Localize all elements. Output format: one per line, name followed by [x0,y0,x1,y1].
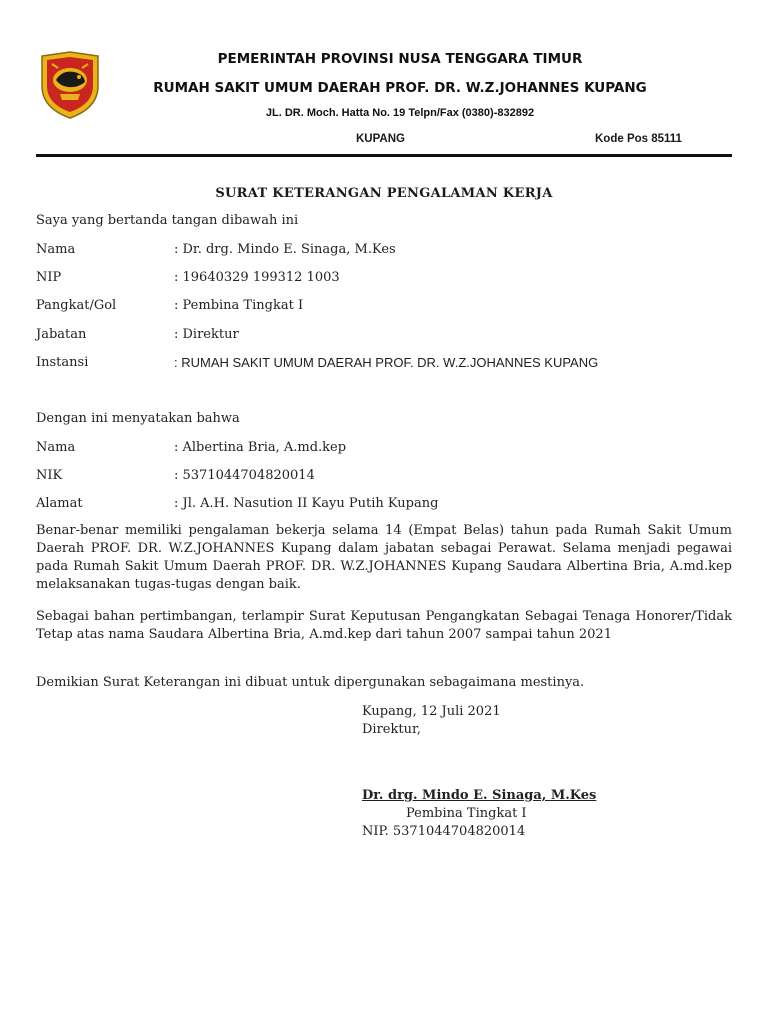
field-label: Alamat [36,496,83,511]
field-value: : Dr. drg. Mindo E. Sinaga, M.Kes [174,242,396,257]
field-value: : Direktur [174,327,239,342]
field-label: Nama [36,242,76,257]
header-city: KUPANG [356,133,405,145]
intro-text: Saya yang bertanda tangan dibawah ini [36,213,299,228]
field-label: NIP [36,270,62,285]
statement-text: Dengan ini menyatakan bahwa [36,411,240,426]
field-value: : Albertina Bria, A.md.kep [174,440,347,455]
ntt-province-emblem [38,50,102,120]
field-value: : RUMAH SAKIT UMUM DAERAH PROF. DR. W.Z.JOHANNES KUPANG [174,355,599,370]
paragraph-attachment: Sebagai bahan pertimbangan, terlampir Surat Keputusan Pengangkatan Sebagai Tenaga Honorer/Tidak Tetap atas nama Saudara Albertina Bria, A.md.kep dari tahun 2007 sampai tahun 2021 [36,609,732,642]
signature-place-date: Kupang, 12 Juli 2021 [362,704,501,719]
signature-nip: NIP. 5371044704820014 [362,824,526,839]
letter-title: SURAT KETERANGAN PENGALAMAN KERJA [215,186,553,201]
field-label: NIK [36,468,63,483]
field-label: Jabatan [36,327,87,342]
header-address: JL. DR. Moch. Hatta No. 19 Telpn/Fax (0380)-832892 [265,107,535,119]
field-value: : 19640329 199312 1003 [174,270,340,285]
field-label: Nama [36,440,76,455]
field-label: Pangkat/Gol [36,298,117,313]
header-postal-code: Kode Pos 85111 [595,133,682,145]
field-label: Instansi [36,355,89,370]
header-divider [36,154,732,157]
signature-position: Direktur, [362,722,421,737]
field-value: : Jl. A.H. Nasution II Kayu Putih Kupang [174,496,439,511]
header-hospital: RUMAH SAKIT UMUM DAERAH PROF. DR. W.Z.JOHANNES KUPANG [153,80,647,96]
field-value: : 5371044704820014 [174,468,315,483]
paragraph-experience: Benar-benar memiliki pengalaman bekerja selama 14 (Empat Belas) tahun pada Rumah Sakit Umum Daerah PROF. DR. W.Z.JOHANNES Kupang dalam jabatan sebagai Perawat. Selama menjadi pegawai pada Rumah Sakit Umum Daerah PROF. DR. W.Z.JOHANNES Kupang Saudara Albertina Bria, A.md.kep melaksanakan tugas-tugas dengan baik. [36,523,732,592]
signature-rank: Pembina Tingkat I [406,806,527,821]
paragraph-closing: Demikian Surat Keterangan ini dibuat untuk dipergunakan sebagaimana mestinya. [36,675,585,690]
field-value: : Pembina Tingkat I [174,298,304,313]
signature-name: Dr. drg. Mindo E. Sinaga, M.Kes [362,788,597,803]
header-province: PEMERINTAH PROVINSI NUSA TENGGARA TIMUR [217,51,583,67]
